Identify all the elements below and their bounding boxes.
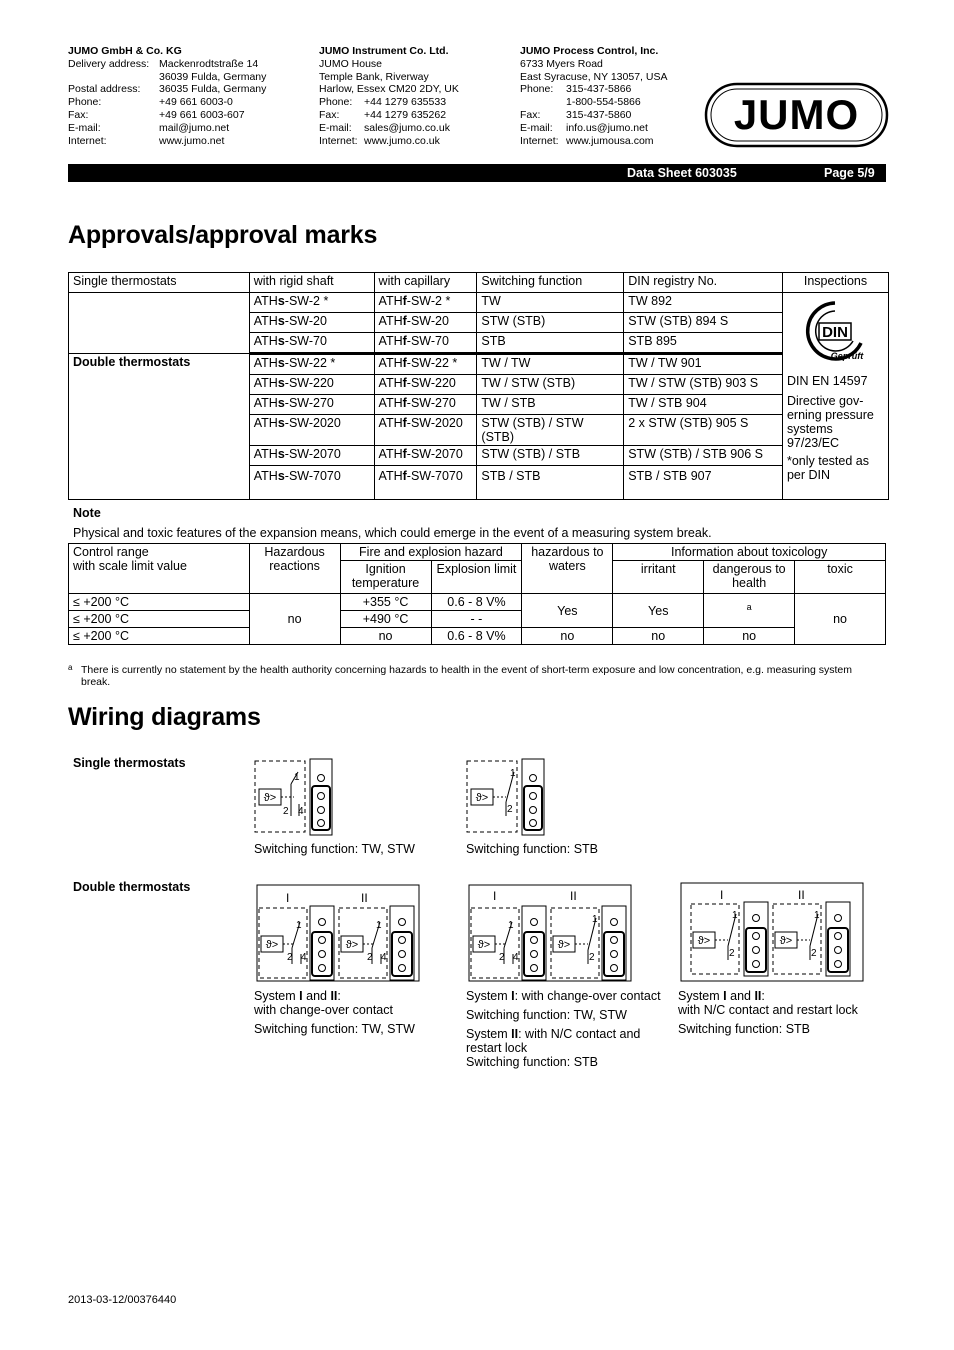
caption-text: II [330, 989, 338, 1003]
caption-text: System [466, 989, 512, 1003]
address-row [68, 135, 266, 148]
model-rigid: ATHs-SW-7070 [249, 466, 374, 500]
header-text: Control range [73, 545, 149, 559]
footer-doc-id: 2013-03-12/00376440 [68, 1294, 177, 1306]
header-text: with scale limit value [73, 559, 187, 573]
control-range: ≤ +200 °C [69, 628, 250, 645]
header-explosion: Explosion limit [431, 561, 522, 594]
control-range: ≤ +200 °C [69, 594, 250, 611]
geprueft-text: Geprüft [830, 351, 864, 361]
system-II-label: II [798, 888, 805, 902]
terminal-1: 1 [510, 768, 516, 779]
caption-text: : [761, 989, 765, 1003]
system-II [551, 906, 626, 980]
terminal-2: 2 [287, 952, 293, 963]
page-number: Page 5/9 [824, 166, 875, 180]
header-irritant: irritant [613, 561, 704, 594]
system-I-label: I [493, 889, 497, 903]
model-capillary: ATHf-SW-70 [374, 333, 477, 354]
address-value: www.jumo.co.uk [364, 134, 440, 147]
address-value: mail@jumo.net [159, 121, 230, 134]
header-toxic: toxic [795, 561, 886, 594]
din-registry: TW / STB 904 [624, 395, 783, 415]
caption-text: : with change-over contact [514, 989, 661, 1003]
address-row [319, 109, 459, 122]
logo-text: JUMO [733, 91, 860, 138]
address-value: 315-437-5860 [566, 108, 632, 121]
model-capillary: ATHf-SW-2 * [374, 293, 477, 313]
model-rigid: ATHs-SW-2070 [249, 446, 374, 466]
row-group-label: Double thermostats [69, 354, 250, 500]
header-hazardous: Hazardous reactions [249, 544, 340, 594]
terminal-4: 4 [298, 806, 304, 817]
address-line: Temple Bank, Riverway [319, 70, 429, 83]
irritant-value: Yes [613, 594, 704, 628]
terminal-4: 4 [513, 952, 519, 963]
theta-symbol: ϑ> [263, 792, 277, 804]
address-row [68, 96, 266, 109]
section-title-approvals: Approvals/approval marks [68, 221, 378, 249]
terminal-1: 1 [732, 910, 738, 921]
caption-text: System [678, 989, 724, 1003]
section-title-wiring: Wiring diagrams [68, 703, 261, 731]
address-value: sales@jumo.co.uk [364, 121, 450, 134]
address-line: East Syracuse, NY 13057, USA [520, 70, 668, 83]
wiring-diagram-double-tw-stb [468, 884, 632, 982]
address-key [68, 71, 159, 84]
caption-text: with N/C contact and restart lock [678, 1003, 858, 1017]
address-value: +49 661 6003-0 [159, 96, 233, 109]
address-key: Phone: [68, 96, 102, 109]
din-registry: STW (STB) / STB 906 S [624, 446, 783, 466]
inspection-line: *only tested as per DIN [786, 454, 869, 482]
waters-value: Yes [522, 594, 613, 628]
terminal-2: 2 [283, 806, 289, 817]
address-row [68, 109, 266, 122]
caption-single-tw-stw: Switching function: TW, STW [254, 842, 415, 856]
address-value: 1-800-554-5866 [566, 96, 641, 109]
address-row [520, 122, 667, 135]
jumo-logo [704, 82, 889, 148]
model-rigid: ATHs-SW-2020 [249, 415, 374, 446]
header-toxicology: Information about toxicology [613, 544, 886, 561]
terminal-1: 1 [814, 910, 820, 921]
terminal-2: 2 [507, 804, 513, 815]
address-value: Mackenrodtstraße 14 [159, 57, 259, 70]
address-key: Delivery address: [68, 57, 150, 70]
address-value: +49 661 6003-607 [159, 108, 245, 121]
address-row [68, 122, 266, 135]
din-geprueft-icon [787, 297, 883, 365]
caption-single-stb: Switching function: STB [466, 842, 599, 856]
header-cell: Single thermostats [69, 273, 250, 293]
header-ignition: Ignition temperature [340, 561, 431, 594]
caption-text: I [299, 989, 303, 1003]
address-line: JUMO House [319, 57, 383, 70]
address-row [520, 83, 667, 96]
switching-function: TW / STB [477, 395, 624, 415]
address-row [520, 109, 667, 122]
model-rigid: ATHs-SW-220 [249, 375, 374, 395]
din-text: DIN [822, 324, 848, 341]
switching-function: TW / TW [477, 354, 624, 375]
terminal-1: 1 [376, 920, 382, 931]
address-key: Fax: [319, 108, 340, 121]
terminal-2: 2 [589, 952, 595, 963]
wiring-diagram-double-stb [680, 882, 864, 982]
terminal-1: 1 [296, 920, 302, 931]
model-rigid: ATHs-SW-22 * [249, 354, 374, 375]
explosion-value: 0.6 - 8 V% [431, 594, 522, 611]
header-dangerous: dangerous to health [704, 561, 795, 594]
note-title: Note [73, 506, 101, 520]
table-row [69, 594, 886, 611]
address-row [520, 135, 667, 148]
address-key: Fax: [68, 108, 89, 121]
system-II-label: II [361, 891, 368, 905]
row-group-label [69, 293, 250, 354]
system-II [773, 902, 850, 976]
caption-text: II [754, 989, 762, 1003]
system-I [259, 906, 334, 980]
sheet-bar [68, 164, 886, 182]
address-value: +44 1279 635262 [364, 108, 447, 121]
address-line: 6733 Myers Road [520, 57, 603, 70]
caption-text: : with N/C contact and restart lock [466, 1027, 641, 1055]
table-row [69, 628, 886, 645]
dangerous-footnote-mark: a [704, 594, 795, 628]
address-jumo-uk [319, 45, 459, 147]
header-cell: with capillary [374, 273, 477, 293]
system-II-label: II [570, 889, 577, 903]
address-value: www.jumousa.com [566, 134, 654, 147]
switching-function: TW / STW (STB) [477, 375, 624, 395]
switching-function: STB / STB [477, 466, 624, 500]
irritant-value: no [613, 628, 704, 645]
address-row [319, 122, 459, 135]
din-registry: TW / TW 901 [624, 354, 783, 375]
terminal-4: 4 [381, 952, 387, 963]
caption-text: I [723, 989, 727, 1003]
address-key: Internet: [68, 134, 107, 147]
address-row [319, 96, 459, 109]
caption-text: Switching function: STB [466, 1055, 599, 1069]
system-I [471, 906, 546, 980]
caption-text: Switching function: TW, STW [466, 1008, 627, 1022]
approvals-table [68, 272, 889, 500]
waters-value: no [522, 628, 613, 645]
footnote-mark: a [68, 663, 73, 672]
caption-text: Switching function: TW, STW [254, 1022, 415, 1036]
system-I-label: I [720, 888, 724, 902]
theta-symbol: ϑ> [477, 939, 491, 951]
caption-double-stb [678, 989, 888, 1036]
caption-text: : [337, 989, 341, 1003]
table-row [69, 293, 889, 313]
model-capillary: ATHf-SW-2070 [374, 446, 477, 466]
din-registry: TW / STW (STB) 903 S [624, 375, 783, 395]
address-value: 36035 Fulda, Germany [159, 83, 267, 96]
double-thermostats-label: Double thermostats [73, 880, 191, 894]
address-row [520, 96, 667, 109]
model-capillary: ATHf-SW-22 * [374, 354, 477, 375]
address-row [68, 83, 266, 96]
table-header-row [69, 544, 886, 561]
address-row [68, 71, 266, 84]
header-fire: Fire and explosion hazard [340, 544, 522, 561]
model-rigid: ATHs-SW-70 [249, 333, 374, 354]
dangerous-value: no [704, 628, 795, 645]
inspections-cell [782, 293, 888, 500]
company-name: JUMO GmbH & Co. KG [68, 45, 182, 57]
address-line: Harlow, Essex CM20 2DY, UK [319, 83, 459, 96]
model-capillary: ATHf-SW-220 [374, 375, 477, 395]
control-range: ≤ +200 °C [69, 611, 250, 628]
din-registry: STW (STB) 894 S [624, 313, 783, 333]
footnote-text: There is currently no statement by the health authority concerning hazards to health in the event of short-term exposure and low concentration, e.g. measuring system break. [81, 664, 852, 688]
toxic-value: no [795, 594, 886, 645]
din-registry: STB / STB 907 [624, 466, 783, 500]
caption-double-tw-stw [254, 989, 454, 1036]
caption-text: II [511, 1027, 519, 1041]
address-key: Phone: [520, 83, 554, 96]
terminal-1: 1 [592, 914, 598, 925]
model-rigid: ATHs-SW-270 [249, 395, 374, 415]
terminal-1: 1 [508, 920, 514, 931]
caption-text: System [466, 1027, 512, 1041]
single-thermostats-label: Single thermostats [73, 756, 186, 770]
address-key: Postal address: [68, 83, 141, 96]
header-cell: Switching function [477, 273, 624, 293]
switching-function: STW (STB) [477, 313, 624, 333]
header-cell: DIN registry No. [624, 273, 783, 293]
address-key [520, 96, 566, 109]
terminal-2: 2 [367, 952, 373, 963]
wiring-diagram-single-stb [466, 758, 550, 836]
din-registry: STB 895 [624, 333, 783, 354]
address-value: info.us@jumo.net [566, 121, 648, 134]
caption-text: I [511, 989, 515, 1003]
table-header-row [69, 273, 889, 293]
address-row [319, 135, 459, 148]
terminal-4: 4 [301, 952, 307, 963]
company-name: JUMO Process Control, Inc. [520, 45, 659, 57]
switching-function: STB [477, 333, 624, 354]
din-registry: TW 892 [624, 293, 783, 313]
company-name: JUMO Instrument Co. Ltd. [319, 45, 449, 57]
theta-symbol: ϑ> [697, 935, 711, 947]
caption-text: and [726, 989, 755, 1003]
system-I-label: I [286, 891, 290, 905]
explosion-value: - - [431, 611, 522, 628]
theta-symbol: ϑ> [779, 935, 793, 947]
switching-function: STW (STB) / STW (STB) [477, 415, 624, 446]
caption-text: System [254, 989, 300, 1003]
address-key: Internet: [520, 134, 559, 147]
switching-function: STW (STB) / STB [477, 446, 624, 466]
caption-text: with change-over contact [254, 1003, 393, 1017]
wiring-diagram-single-tw-stw [254, 758, 338, 836]
address-value: 315-437-5866 [566, 83, 632, 96]
terminal-2: 2 [729, 948, 735, 959]
data-sheet-number: Data Sheet 603035 [627, 166, 737, 180]
model-rigid: ATHs-SW-2 * [249, 293, 374, 313]
address-key: Fax: [520, 108, 541, 121]
system-II [339, 906, 414, 980]
address-key: Internet: [319, 134, 358, 147]
address-key: E-mail: [520, 121, 553, 134]
address-jumo-germany [68, 45, 266, 147]
ignition-value: +490 °C [340, 611, 431, 628]
note-text: Physical and toxic features of the expansion means, which could emerge in the event of a measuring system break. [73, 526, 712, 540]
header-waters: hazardous to waters [522, 544, 613, 594]
toxicology-table [68, 543, 886, 645]
explosion-value: 0.6 - 8 V% [431, 628, 522, 645]
address-jumo-usa [520, 45, 667, 147]
inspection-line: Directive gov-erning pressure systems 97/23/EC [786, 394, 874, 450]
theta-symbol: ϑ> [475, 792, 489, 804]
address-key: E-mail: [319, 121, 352, 134]
model-capillary: ATHf-SW-270 [374, 395, 477, 415]
header-control-range [69, 544, 250, 594]
header-cell: with rigid shaft [249, 273, 374, 293]
table-row [69, 354, 889, 375]
address-value: www.jumo.net [159, 134, 225, 147]
model-capillary: ATHf-SW-2020 [374, 415, 477, 446]
inspection-line: DIN EN 14597 [786, 374, 868, 388]
address-value: 36039 Fulda, Germany [159, 70, 267, 83]
ignition-value: +355 °C [340, 594, 431, 611]
din-registry: 2 x STW (STB) 905 S [624, 415, 783, 446]
model-capillary: ATHf-SW-7070 [374, 466, 477, 500]
address-row [68, 58, 266, 71]
terminal-2: 2 [499, 952, 505, 963]
caption-text: Switching function: STB [678, 1022, 811, 1036]
theta-symbol: ϑ> [557, 939, 571, 951]
system-I [691, 902, 768, 976]
model-capillary: ATHf-SW-20 [374, 313, 477, 333]
theta-symbol: ϑ> [345, 939, 359, 951]
hazardous-value: no [249, 594, 340, 645]
caption-double-tw-stb [466, 989, 674, 1069]
address-key: Phone: [319, 96, 353, 109]
terminal-2: 2 [811, 948, 817, 959]
theta-symbol: ϑ> [265, 939, 279, 951]
address-value: +44 1279 635533 [364, 96, 447, 109]
switching-function: TW [477, 293, 624, 313]
address-key: E-mail: [68, 121, 101, 134]
header-cell: Inspections [782, 273, 888, 293]
caption-text: and [302, 989, 331, 1003]
terminal-1: 1 [294, 772, 300, 783]
wiring-diagram-double-tw-stw [256, 884, 420, 982]
model-rigid: ATHs-SW-20 [249, 313, 374, 333]
ignition-value: no [340, 628, 431, 645]
